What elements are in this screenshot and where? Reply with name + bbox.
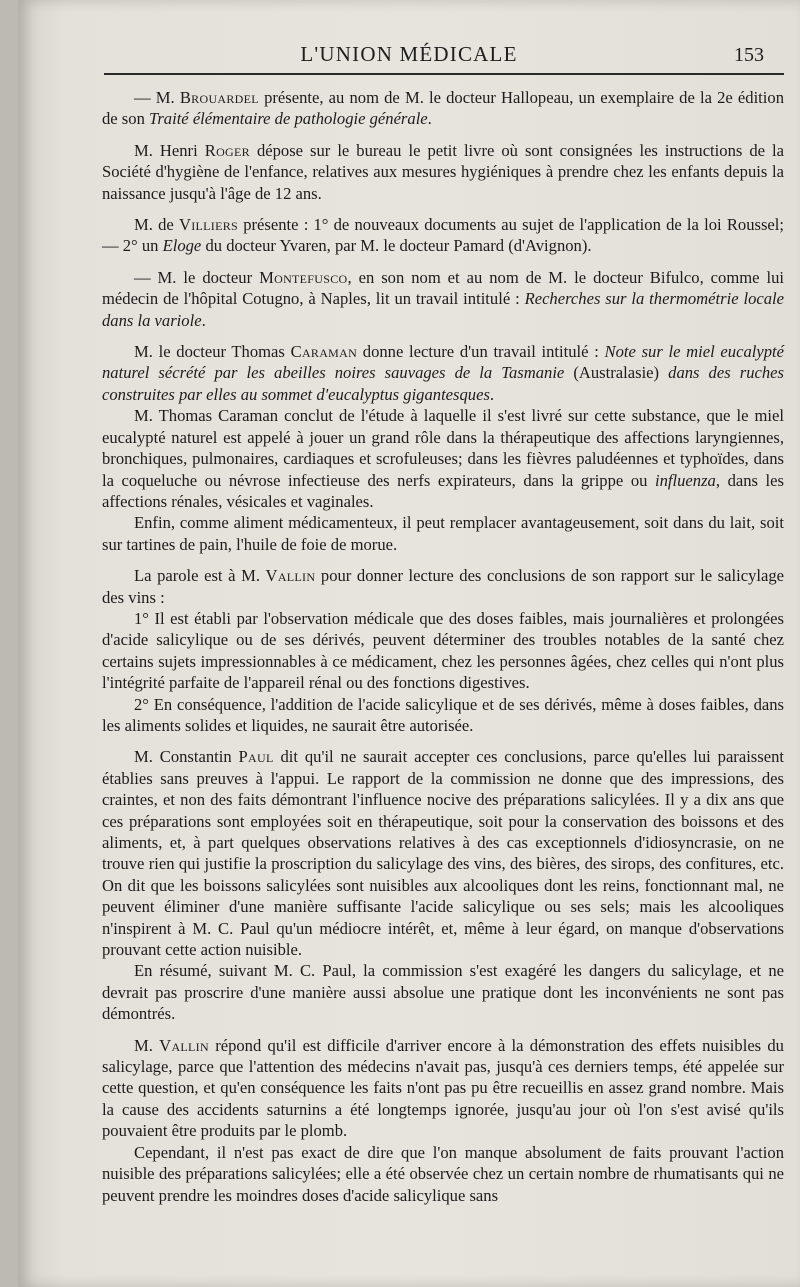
italic-term: influenza xyxy=(655,470,716,490)
header-rule xyxy=(104,73,784,75)
paragraph-paul-resume: En résumé, suivant M. C. Paul, la commission s'est exagéré les dangers du salicylage, et ne devrait pas proscrire d'une manière aussi absolue une pratique dont les inconvénients ne sont pas démontrés. xyxy=(102,961,784,1024)
person-name: Caraman xyxy=(290,342,358,362)
text-run: M. xyxy=(134,1035,160,1055)
text-run: — M. le docteur xyxy=(134,267,260,287)
book-title: Traité élémentaire de pathologie générale xyxy=(149,109,428,129)
person-name: Brouardel xyxy=(179,88,259,107)
paragraph-vallin-reply xyxy=(102,1035,784,1142)
paragraph-villiers xyxy=(102,214,784,257)
paragraph-conclusion-2: 2° En conséquence, l'addition de l'acide salicylique et de ses dérivés, même à doses faibles, dans les aliments solides et liquides, ne saurait être autorisée. xyxy=(102,694,784,735)
paragraph-caraman-conclusion xyxy=(102,405,784,512)
work-title: Eloge xyxy=(162,236,202,256)
text-run: , dans les affections rénales, vésicales et vaginales. xyxy=(102,470,784,511)
text-run: (Australasie) xyxy=(564,363,669,383)
paragraph-vallin-intro xyxy=(102,565,784,608)
text-run: M. Constantin xyxy=(134,747,239,767)
text-run: du docteur Yvaren, par M. le docteur Pamard (d'Avignon). xyxy=(201,236,592,256)
paragraph-paul xyxy=(102,746,784,960)
text-run: M. Thomas Caraman conclut de l'étude à laquelle il s'est livré sur cette substance, que le miel eucalypté naturel est appelé à jouer un grand rôle dans la thérapeutique des affections laryngiennes, bronchiques, pulmonaires, cardiaques et scrofuleuses; dans les fièvres paludéennes et typhoïdes, dans la coqueluche ou névrose infectieuse des nerfs expirateurs, dans la grippe ou xyxy=(102,406,784,490)
page-number: 153 xyxy=(734,44,764,66)
paragraph-caraman-aliment: Enfin, comme aliment médicamenteux, il peut remplacer avantageusement, soit dans du lait, soit sur tartines de pain, l'huile de foie de morue. xyxy=(102,513,784,554)
person-name: Vallin xyxy=(159,1035,209,1055)
text-run: — M. xyxy=(134,88,180,107)
text-run: dit qu'il ne saurait accepter ces conclusions, parce qu'elles lui paraissent établies sans preuves à l'appui. Le rapport de la commission ne donne que des impressions, des craintes, et non des faits démontrant l'influence nocive des préparations salicylées. Il y a dix ans que ces préparations sont employées soit en thérapeutique, soit pour la conservation des boissons et des aliments, et, à part quelques observations relatives à des cas exceptionnels d'idiosyncrasie, on ne trouve rien qui justifie la proscription du salicylage des vins, des bières, des sirops, des confitures, etc. On dit que les boissons salicylées sont nuisibles aux alcooliques dont les reins, fonctionnant mal, ne peuvent éliminer d'une manière suffisante l'acide salicylique ou ses sels; mais les alcooliques n'inspirent à M. C. Paul qu'un médiocre intérêt, et, même à leur égard, on manque d'observations prouvant cette action nuisible. xyxy=(102,747,784,960)
text-run: dépose sur le bureau le petit livre où sont consignées les instructions de la Société d'hygiène de l'enfance, relatives aux mesures hygiéniques à prendre chez les enfants depuis la naissance jusqu'à l'âge de 12 ans. xyxy=(102,140,784,203)
text-run: M. Henri xyxy=(134,140,205,160)
paragraph-montefusco xyxy=(102,267,784,331)
text-run: pour donner lecture des conclusions de son rapport sur le salicylage des vins : xyxy=(102,566,784,607)
text-run: , en son nom et au nom de M. le docteur Bifulco, comme lui médecin de l'hôpital Cotugno, à Naples, lit un travail intitulé : xyxy=(102,267,784,309)
text-run: La parole est à M. xyxy=(134,566,266,586)
page xyxy=(18,0,800,1287)
work-title: dans des ruches construites par elles au sommet d'eucalyptus gigantesques xyxy=(102,363,784,404)
body-text xyxy=(102,87,784,1206)
text-run: présente : 1° de nouveaux documents au sujet de l'application de la loi Roussel; — 2° un xyxy=(102,215,784,256)
text-run: M. de xyxy=(134,215,179,235)
work-title: Note sur le miel eucalypté naturel sécrété par les abeilles noires sauvages de la Tasmanie xyxy=(102,342,784,383)
paragraph-roger xyxy=(102,140,784,204)
text-run: . xyxy=(489,384,495,404)
text-run: M. le docteur Thomas xyxy=(134,342,291,362)
text-run: . xyxy=(427,109,432,129)
paragraph-brouardel xyxy=(102,87,784,130)
paragraph-caraman xyxy=(102,341,784,405)
person-name: Paul xyxy=(238,747,274,767)
text-run: donne lecture d'un travail intitulé : xyxy=(357,342,605,362)
paragraph-vallin-continued: Cependant, il n'est pas exact de dire que l'on manque absolument de faits prouvant l'action nuisible des préparations salicylées; elle a été observée chez un certain nombre de rhumatisants qui ne peuvent prendre les moindres doses d'acide salicylique sans xyxy=(102,1142,784,1205)
page-header xyxy=(18,42,800,76)
person-name: Roger xyxy=(204,140,250,160)
person-name: Montefusco xyxy=(259,267,348,287)
text-run: présente, au nom de M. le docteur Hallopeau, un exemplaire de la 2e édition de son xyxy=(102,88,784,129)
text-run: répond qu'il est difficile d'arriver encore à la démonstration des effets nuisibles du salicylage, parce que l'attention des médecins n'avait pas, jusqu'à ces derniers temps, été appelée sur cette question, et qu'en conséquence les faits n'ont pas pu être recueillis en assez grand nombre. Mais la cause des accidents saturnins a été longtemps ignorée, jusqu'au jour où l'on s'est avisé qu'ils pouvaient être produits par le plomb. xyxy=(102,1035,784,1141)
running-title: L'UNION MÉDICALE xyxy=(300,42,518,66)
person-name: Vallin xyxy=(265,566,316,586)
paragraph-conclusion-1: 1° Il est établi par l'observation médicale que des doses faibles, mais journalières et prolongées d'acide salicylique ou de ses dérivés, peuvent déterminer des troubles notables de la santé chez certains sujets impressionnables à ce médicament, chez les personnes âgées, chez celles qui n'ont plus l'intégrité parfaite de l'appareil rénal ou des fonctions digestives. xyxy=(102,608,784,693)
text-run: . xyxy=(201,310,206,330)
work-title: Recherches sur la thermométrie locale dans la variole xyxy=(102,289,784,330)
person-name: Villiers xyxy=(178,215,239,235)
